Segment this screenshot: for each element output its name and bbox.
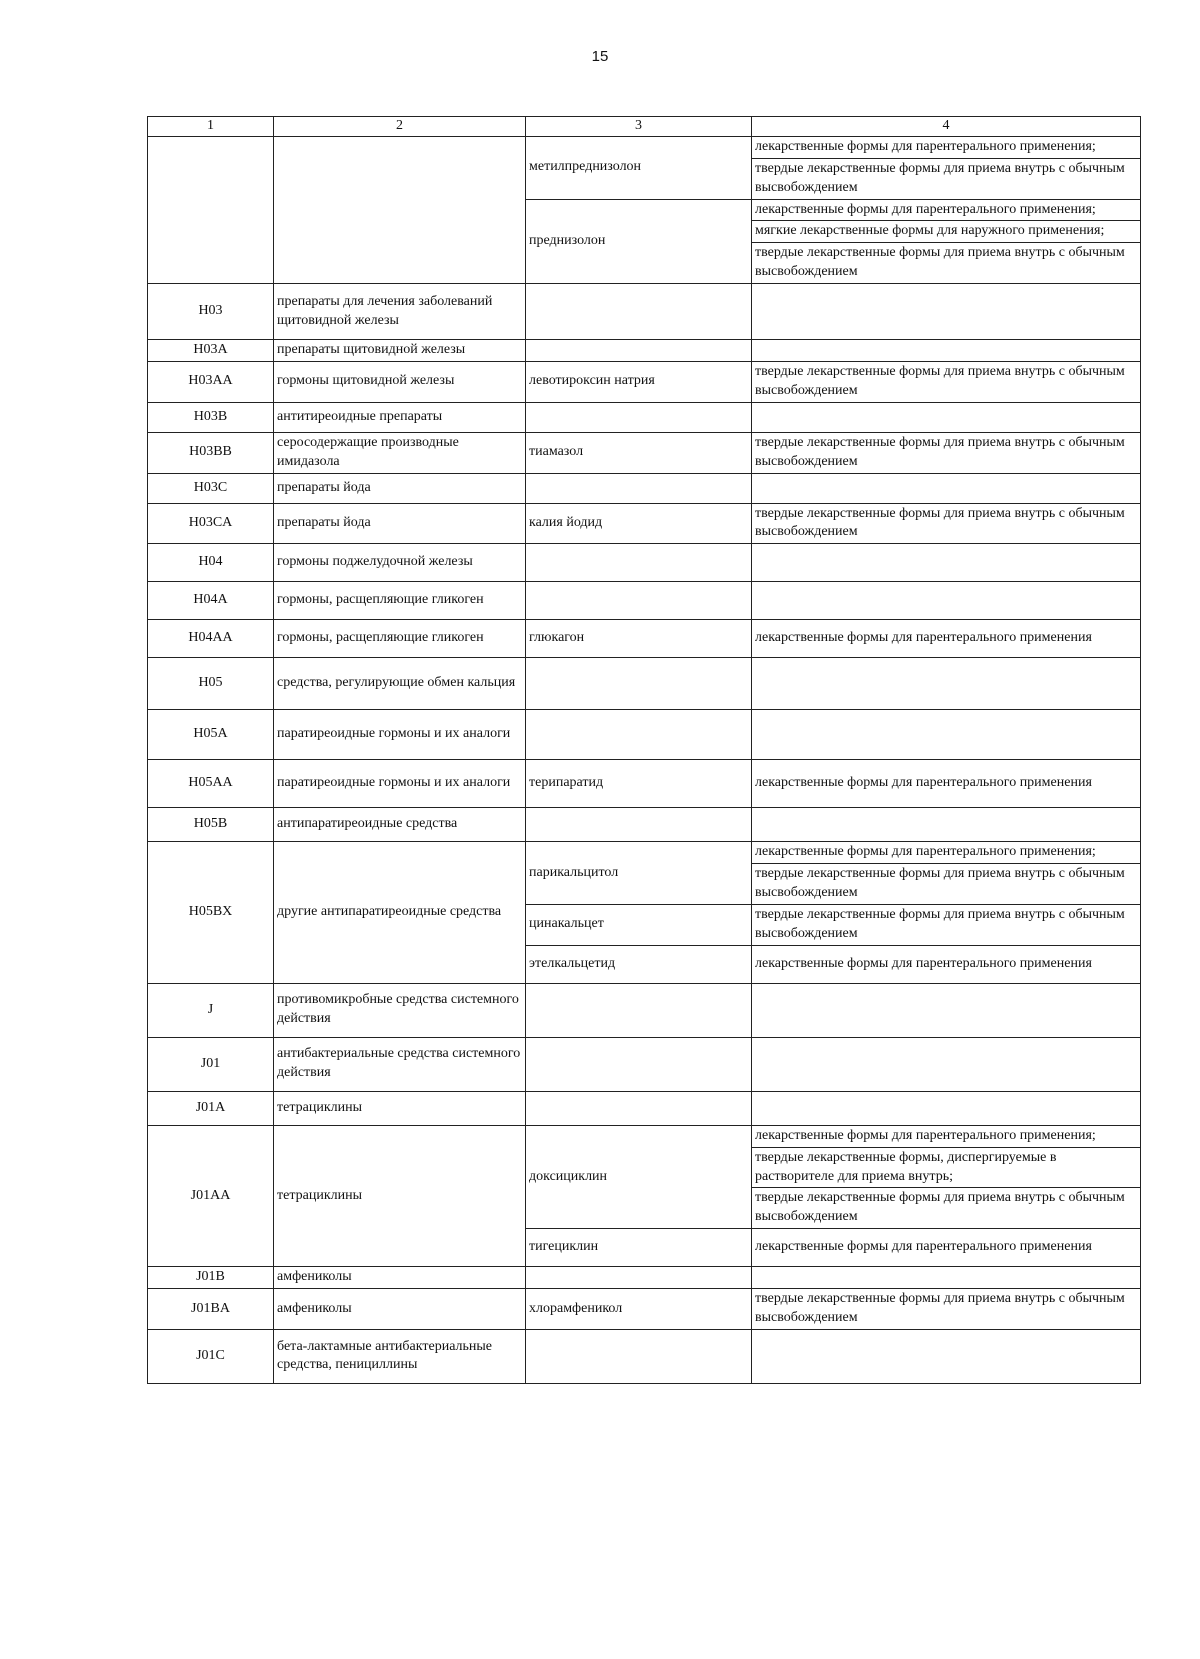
drug-name-cell xyxy=(526,582,752,620)
dosage-form-cell: твердые лекарственные формы для приема внутрь с обычным высвобождением xyxy=(752,1289,1141,1330)
table-row xyxy=(148,1091,1141,1125)
drug-table xyxy=(147,116,1141,1384)
drug-name-cell: терипаратид xyxy=(526,760,752,808)
drug-name-cell: глюкагон xyxy=(526,620,752,658)
drug-name-cell: хлорамфеникол xyxy=(526,1289,752,1330)
dosage-form-cell xyxy=(752,658,1141,710)
table-row xyxy=(148,473,1141,503)
dosage-form-cell: лекарственные формы для парентерального применения; xyxy=(752,1125,1141,1147)
table-row xyxy=(148,432,1141,473)
group-name-cell: гормоны поджелудочной железы xyxy=(274,544,526,582)
dosage-form-cell xyxy=(752,1091,1141,1125)
table-row xyxy=(148,1267,1141,1289)
dosage-form-cell xyxy=(752,473,1141,503)
atc-code-cell: H03CA xyxy=(148,503,274,544)
dosage-form-cell: твердые лекарственные формы для приема внутрь с обычным высвобождением xyxy=(752,243,1141,284)
table-row xyxy=(148,760,1141,808)
atc-code-cell: H05AA xyxy=(148,760,274,808)
dosage-form-cell: твердые лекарственные формы для приема внутрь с обычным высвобождением xyxy=(752,864,1141,905)
group-name-cell: антибактериальные средства системного действия xyxy=(274,1037,526,1091)
dosage-form-cell: мягкие лекарственные формы для наружного применения; xyxy=(752,221,1141,243)
drug-name-cell: калия йодид xyxy=(526,503,752,544)
drug-name-cell: тигециклин xyxy=(526,1229,752,1267)
drug-name-cell xyxy=(526,710,752,760)
atc-code-cell: J01BA xyxy=(148,1289,274,1330)
group-name-cell: паратиреоидные гормоны и их аналоги xyxy=(274,760,526,808)
atc-code-cell: H03B xyxy=(148,402,274,432)
group-name-cell: антипаратиреоидные средства xyxy=(274,808,526,842)
dosage-form-cell xyxy=(752,983,1141,1037)
table-row xyxy=(148,503,1141,544)
group-name-cell: антитиреоидные препараты xyxy=(274,402,526,432)
drug-name-cell xyxy=(526,1329,752,1383)
group-name-cell: препараты йода xyxy=(274,503,526,544)
drug-name-cell xyxy=(526,808,752,842)
table-row xyxy=(148,1329,1141,1383)
dosage-form-cell xyxy=(752,710,1141,760)
dosage-form-cell: твердые лекарственные формы для приема внутрь с обычным высвобождением xyxy=(752,905,1141,946)
table-row xyxy=(148,284,1141,340)
dosage-form-cell xyxy=(752,1329,1141,1383)
dosage-form-cell: лекарственные формы для парентерального применения xyxy=(752,945,1141,983)
atc-code-cell: J01B xyxy=(148,1267,274,1289)
atc-code-cell: H05B xyxy=(148,808,274,842)
drug-name-cell: левотироксин натрия xyxy=(526,362,752,403)
drug-name-cell: парикальцитол xyxy=(526,842,752,905)
group-name-cell: амфениколы xyxy=(274,1289,526,1330)
dosage-form-cell xyxy=(752,582,1141,620)
dosage-form-cell: лекарственные формы для парентерального применения xyxy=(752,620,1141,658)
page-number: 15 xyxy=(591,48,609,65)
drug-name-cell: цинакальцет xyxy=(526,905,752,946)
group-name-cell: тетрациклины xyxy=(274,1125,526,1266)
atc-code-cell: J01 xyxy=(148,1037,274,1091)
drug-name-cell xyxy=(526,658,752,710)
column-header: 2 xyxy=(274,117,526,137)
group-name-cell: паратиреоидные гормоны и их аналоги xyxy=(274,710,526,760)
drug-name-cell xyxy=(526,340,752,362)
dosage-form-cell: твердые лекарственные формы для приема внутрь с обычным высвобождением xyxy=(752,158,1141,199)
atc-code-cell: H03C xyxy=(148,473,274,503)
header-row xyxy=(148,117,1141,137)
dosage-form-cell xyxy=(752,340,1141,362)
atc-code-cell: H05A xyxy=(148,710,274,760)
dosage-form-cell: лекарственные формы для парентерального применения xyxy=(752,1229,1141,1267)
atc-code-cell: H03A xyxy=(148,340,274,362)
table-body xyxy=(148,136,1141,1383)
drug-name-cell: доксициклин xyxy=(526,1125,752,1228)
group-name-cell: препараты щитовидной железы xyxy=(274,340,526,362)
atc-code-cell: H03AA xyxy=(148,362,274,403)
table-row xyxy=(148,1037,1141,1091)
group-name-cell: амфениколы xyxy=(274,1267,526,1289)
drug-name-cell xyxy=(526,473,752,503)
dosage-form-cell xyxy=(752,808,1141,842)
group-name-cell: противомикробные средства системного действия xyxy=(274,983,526,1037)
table-row xyxy=(148,842,1141,864)
drug-name-cell: метилпреднизолон xyxy=(526,136,752,199)
drug-name-cell xyxy=(526,1267,752,1289)
group-name-cell: тетрациклины xyxy=(274,1091,526,1125)
drug-name-cell xyxy=(526,402,752,432)
column-header: 4 xyxy=(752,117,1141,137)
group-name-cell: гормоны, расщепляющие гликоген xyxy=(274,582,526,620)
dosage-form-cell: твердые лекарственные формы для приема внутрь с обычным высвобождением xyxy=(752,362,1141,403)
atc-code-cell: H03 xyxy=(148,284,274,340)
atc-code-cell: H04AA xyxy=(148,620,274,658)
table-row xyxy=(148,544,1141,582)
group-name-cell: препараты для лечения заболеваний щитовидной железы xyxy=(274,284,526,340)
drug-name-cell: тиамазол xyxy=(526,432,752,473)
dosage-form-cell: лекарственные формы для парентерального применения; xyxy=(752,136,1141,158)
group-name-cell: средства, регулирующие обмен кальция xyxy=(274,658,526,710)
table-row xyxy=(148,710,1141,760)
dosage-form-cell xyxy=(752,544,1141,582)
group-name-cell: гормоны щитовидной железы xyxy=(274,362,526,403)
column-header: 3 xyxy=(526,117,752,137)
table-row xyxy=(148,136,1141,158)
drug-name-cell xyxy=(526,983,752,1037)
atc-code-cell: J xyxy=(148,983,274,1037)
atc-code-cell: J01C xyxy=(148,1329,274,1383)
table-row xyxy=(148,983,1141,1037)
table-row xyxy=(148,362,1141,403)
atc-code-cell: H05 xyxy=(148,658,274,710)
dosage-form-cell xyxy=(752,284,1141,340)
group-name-cell xyxy=(274,136,526,283)
table-row xyxy=(148,808,1141,842)
atc-code-cell xyxy=(148,136,274,283)
table-row xyxy=(148,402,1141,432)
dosage-form-cell: твердые лекарственные формы для приема внутрь с обычным высвобождением xyxy=(752,432,1141,473)
drug-name-cell: преднизолон xyxy=(526,199,752,284)
dosage-form-cell: твердые лекарственные формы, диспергируемые в растворителе для приема внутрь; xyxy=(752,1147,1141,1188)
group-name-cell: гормоны, расщепляющие гликоген xyxy=(274,620,526,658)
dosage-form-cell: твердые лекарственные формы для приема внутрь с обычным высвобождением xyxy=(752,1188,1141,1229)
atc-code-cell: H05BX xyxy=(148,842,274,983)
group-name-cell: бета-лактамные антибактериальные средства, пенициллины xyxy=(274,1329,526,1383)
dosage-form-cell: лекарственные формы для парентерального применения; xyxy=(752,199,1141,221)
group-name-cell: серосодержащие производные имидазола xyxy=(274,432,526,473)
group-name-cell: препараты йода xyxy=(274,473,526,503)
table-row xyxy=(148,340,1141,362)
drug-name-cell: этелкальцетид xyxy=(526,945,752,983)
drug-name-cell xyxy=(526,544,752,582)
atc-code-cell: H04A xyxy=(148,582,274,620)
drug-name-cell xyxy=(526,284,752,340)
column-header: 1 xyxy=(148,117,274,137)
group-name-cell: другие антипаратиреоидные средства xyxy=(274,842,526,983)
table-row xyxy=(148,1289,1141,1330)
atc-code-cell: J01A xyxy=(148,1091,274,1125)
table-row xyxy=(148,658,1141,710)
dosage-form-cell: лекарственные формы для парентерального применения xyxy=(752,760,1141,808)
dosage-form-cell xyxy=(752,402,1141,432)
atc-code-cell: H04 xyxy=(148,544,274,582)
table-row xyxy=(148,582,1141,620)
table-row xyxy=(148,620,1141,658)
atc-code-cell: H03BB xyxy=(148,432,274,473)
atc-code-cell: J01AA xyxy=(148,1125,274,1266)
dosage-form-cell xyxy=(752,1037,1141,1091)
table-row xyxy=(148,1125,1141,1147)
dosage-form-cell: твердые лекарственные формы для приема внутрь с обычным высвобождением xyxy=(752,503,1141,544)
dosage-form-cell: лекарственные формы для парентерального применения; xyxy=(752,842,1141,864)
drug-name-cell xyxy=(526,1091,752,1125)
drug-name-cell xyxy=(526,1037,752,1091)
dosage-form-cell xyxy=(752,1267,1141,1289)
